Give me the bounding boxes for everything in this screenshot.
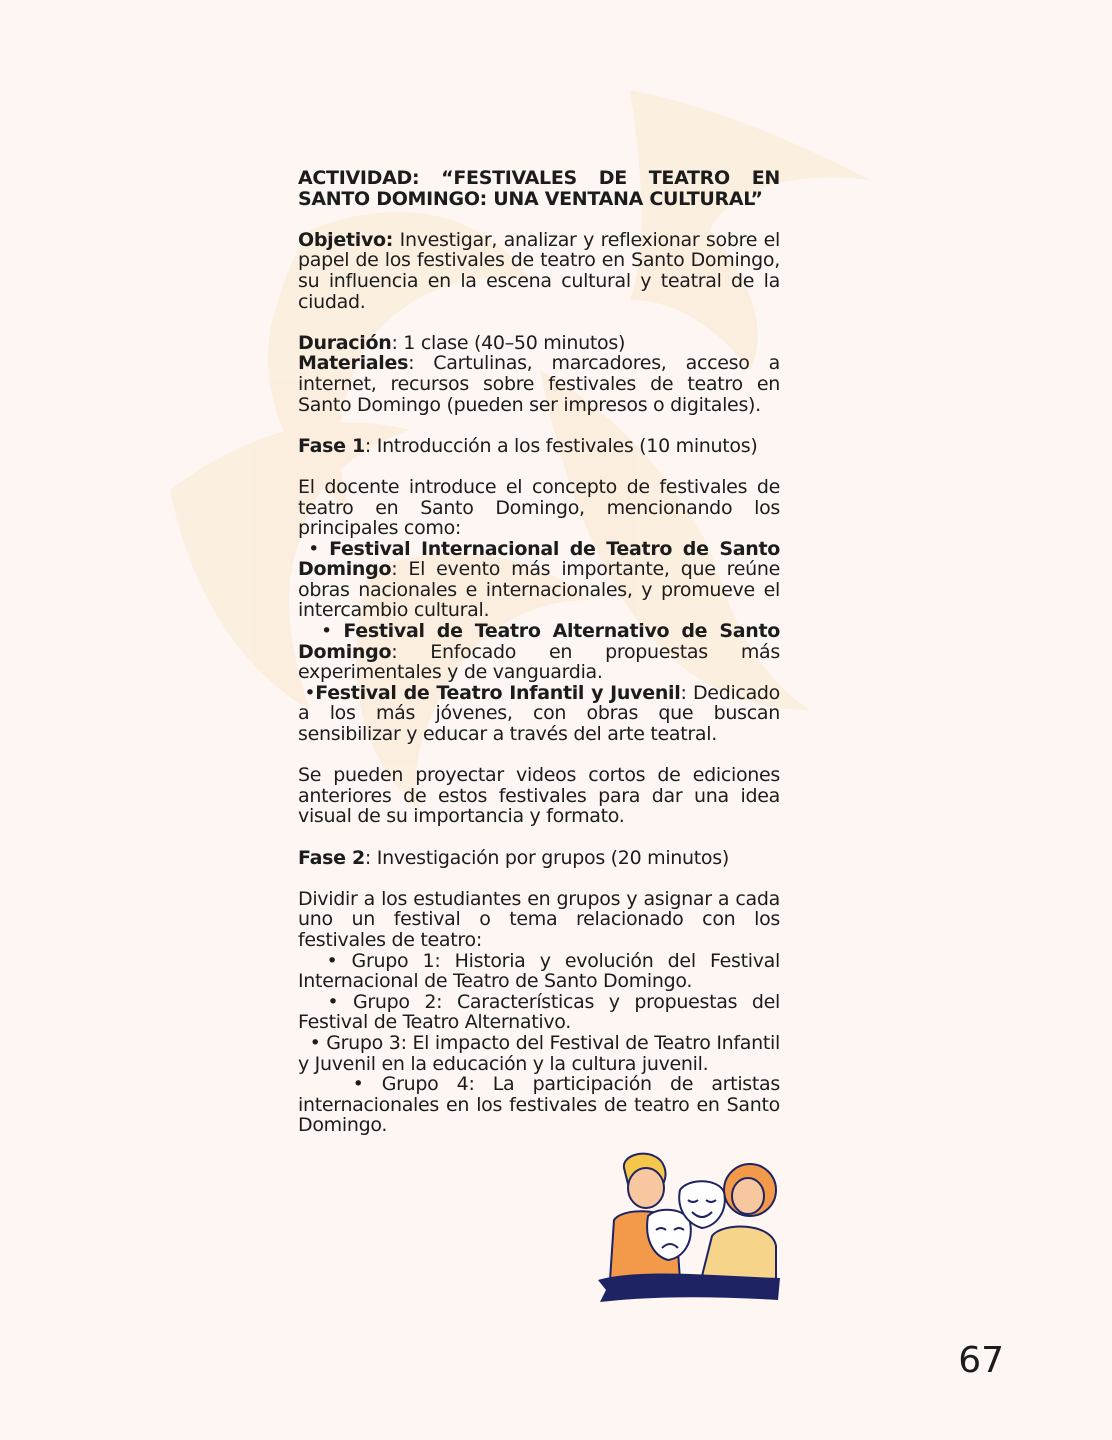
festival-name: Festival de Teatro Infantil y Juvenil bbox=[315, 681, 681, 704]
festival-item bbox=[298, 539, 780, 621]
phase1-text: : Introducción a los festivales (10 minutos) bbox=[364, 434, 758, 457]
festival-item bbox=[298, 683, 780, 745]
phase2-label: Fase 2 bbox=[298, 846, 365, 869]
bullet: • bbox=[298, 620, 344, 643]
objective-text: Investigar, analizar y reflexionar sobre el papel de los festivales de teatro en Santo Domingo, su influencia en la escena cultural y teatral de la ciudad. bbox=[298, 228, 780, 313]
group-item: • Grupo 3: El impacto del Festival de Teatro Infantil y Juvenil en la educación y la cultura juvenil. bbox=[298, 1031, 786, 1075]
phase2-intro: Dividir a los estudiantes en grupos y asignar a cada uno un festival o tema relacionado con los festivales de teatro: bbox=[298, 887, 780, 951]
festival-item bbox=[298, 621, 780, 683]
phase2-text: : Investigación por grupos (20 minutos) bbox=[364, 846, 729, 869]
phase1-intro: El docente introduce el concepto de festivales de teatro en Santo Domingo, mencionando los principales como: bbox=[298, 475, 780, 540]
objective-paragraph bbox=[298, 230, 780, 312]
phase1-heading bbox=[298, 436, 780, 457]
materials-paragraph bbox=[298, 353, 780, 415]
materials-label: Materiales bbox=[298, 352, 409, 375]
activity-content bbox=[298, 167, 786, 1137]
theater-masks-kids-illustration bbox=[592, 1150, 784, 1306]
festival-desc: : El evento más importante, que reúne obras nacionales e internacionales, y promueve el intercambio cultural. bbox=[298, 558, 780, 622]
page-number: 67 bbox=[958, 1340, 1004, 1381]
activity-title: ACTIVIDAD: “FESTIVALES DE TEATRO EN SANTO DOMINGO: UNA VENTANA CULTURAL” bbox=[298, 167, 780, 210]
duration-text: : 1 clase (40–50 minutos) bbox=[391, 331, 626, 354]
festival-name: Festival Internacional de Teatro de Santo Domingo bbox=[298, 537, 780, 581]
duration-label: Duración bbox=[298, 331, 392, 354]
group-item: • Grupo 1: Historia y evolución del Festival Internacional de Teatro de Santo Domingo. bbox=[298, 949, 786, 993]
group-item: • Grupo 4: La participación de artistas internacionales en los festivales de teatro en Santo Domingo. bbox=[298, 1073, 786, 1137]
festival-desc: : Dedicado a los más jóvenes, con obras que buscan sensibilizar y educar a través del arte teatral. bbox=[298, 681, 781, 746]
festival-desc: : Enfocado en propuestas más experimentales y de vanguardia. bbox=[298, 640, 780, 684]
festival-name: Festival de Teatro Alternativo de Santo Domingo bbox=[298, 620, 780, 663]
bullet: • bbox=[298, 537, 330, 560]
objective-label: Objetivo: bbox=[298, 228, 394, 251]
bullet: • bbox=[298, 681, 316, 704]
phase2-heading bbox=[298, 848, 780, 869]
phase1-closing: Se pueden proyectar videos cortos de ediciones anteriores de estos festivales para dar una idea visual de su importancia y formato. bbox=[298, 764, 780, 828]
duration-line bbox=[298, 333, 780, 354]
phase1-label: Fase 1 bbox=[298, 434, 365, 457]
group-item: • Grupo 2: Características y propuestas del Festival de Teatro Alternativo. bbox=[298, 990, 786, 1034]
materials-text: : Cartulinas, marcadores, acceso a internet, recursos sobre festivales de teatro en Santo Domingo (pueden ser impresos o digitales). bbox=[298, 352, 780, 416]
